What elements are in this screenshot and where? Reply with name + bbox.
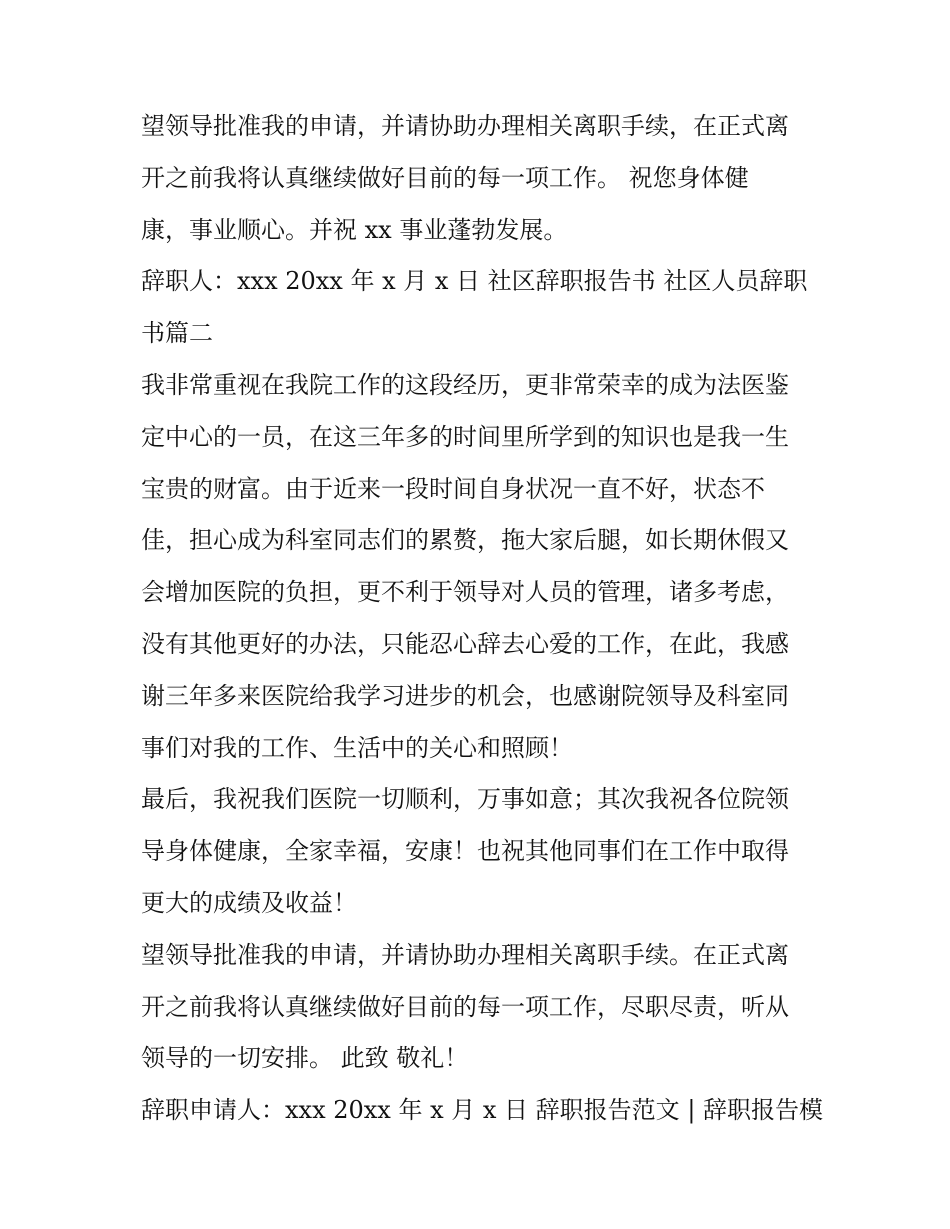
- text-line: 没有其他更好的办法，只能忍心辞去心爱的工作，在此，我感: [141, 629, 789, 658]
- signature-line: 辞职申请人：xxx 20xx 年 x 月 x 日 辞职报告范文 | 辞职报告模: [141, 1096, 824, 1125]
- text-line: 开之前我将认真继续做好目前的每一项工作。 祝您身体健: [141, 163, 749, 192]
- text-line: 宝贵的财富。由于近来一段时间自身状况一直不好，状态不: [141, 474, 765, 503]
- text-line: 会增加医院的负担，更不利于领导对人员的管理，诸多考虑，: [141, 578, 789, 607]
- text-line: 康，事业顺心。并祝 xx 事业蓬勃发展。: [141, 215, 568, 244]
- text-line: 定中心的一员，在这三年多的时间里所学到的知识也是我一生: [141, 422, 789, 451]
- closing-line: 领导的一切安排。 此致 敬礼！: [141, 1044, 469, 1073]
- section-heading: 书篇二: [141, 319, 213, 348]
- text-line: 佳，担心成为科室同志们的累赘，拖大家后腿，如长期休假又: [141, 526, 789, 555]
- text-line: 望领导批准我的申请，并请协助办理相关离职手续，在正式离: [141, 112, 789, 140]
- text-line: 望领导批准我的申请，并请协助办理相关离职手续。在正式离: [141, 940, 789, 969]
- text-line: 事们对我的工作、生活中的关心和照顾！: [141, 733, 573, 762]
- text-line: 导身体健康，全家幸福，安康！也祝其他同事们在工作中取得: [141, 837, 789, 866]
- text-line: 最后，我祝我们医院一切顺利，万事如意；其次我祝各位院领: [141, 785, 789, 814]
- document-body: [141, 101, 824, 1137]
- text-line: 谢三年多来医院给我学习进步的机会，也感谢院领导及科室同: [141, 681, 789, 710]
- signature-line: 辞职人：xxx 20xx 年 x 月 x 日 社区辞职报告书 社区人员辞职: [141, 267, 808, 296]
- text-line: 更大的成绩及收益！: [141, 888, 357, 917]
- text-line: 开之前我将认真继续做好目前的每一项工作，尽职尽责，听从: [141, 992, 789, 1021]
- text-line: 我非常重视在我院工作的这段经历，更非常荣幸的成为法医鉴: [141, 370, 789, 399]
